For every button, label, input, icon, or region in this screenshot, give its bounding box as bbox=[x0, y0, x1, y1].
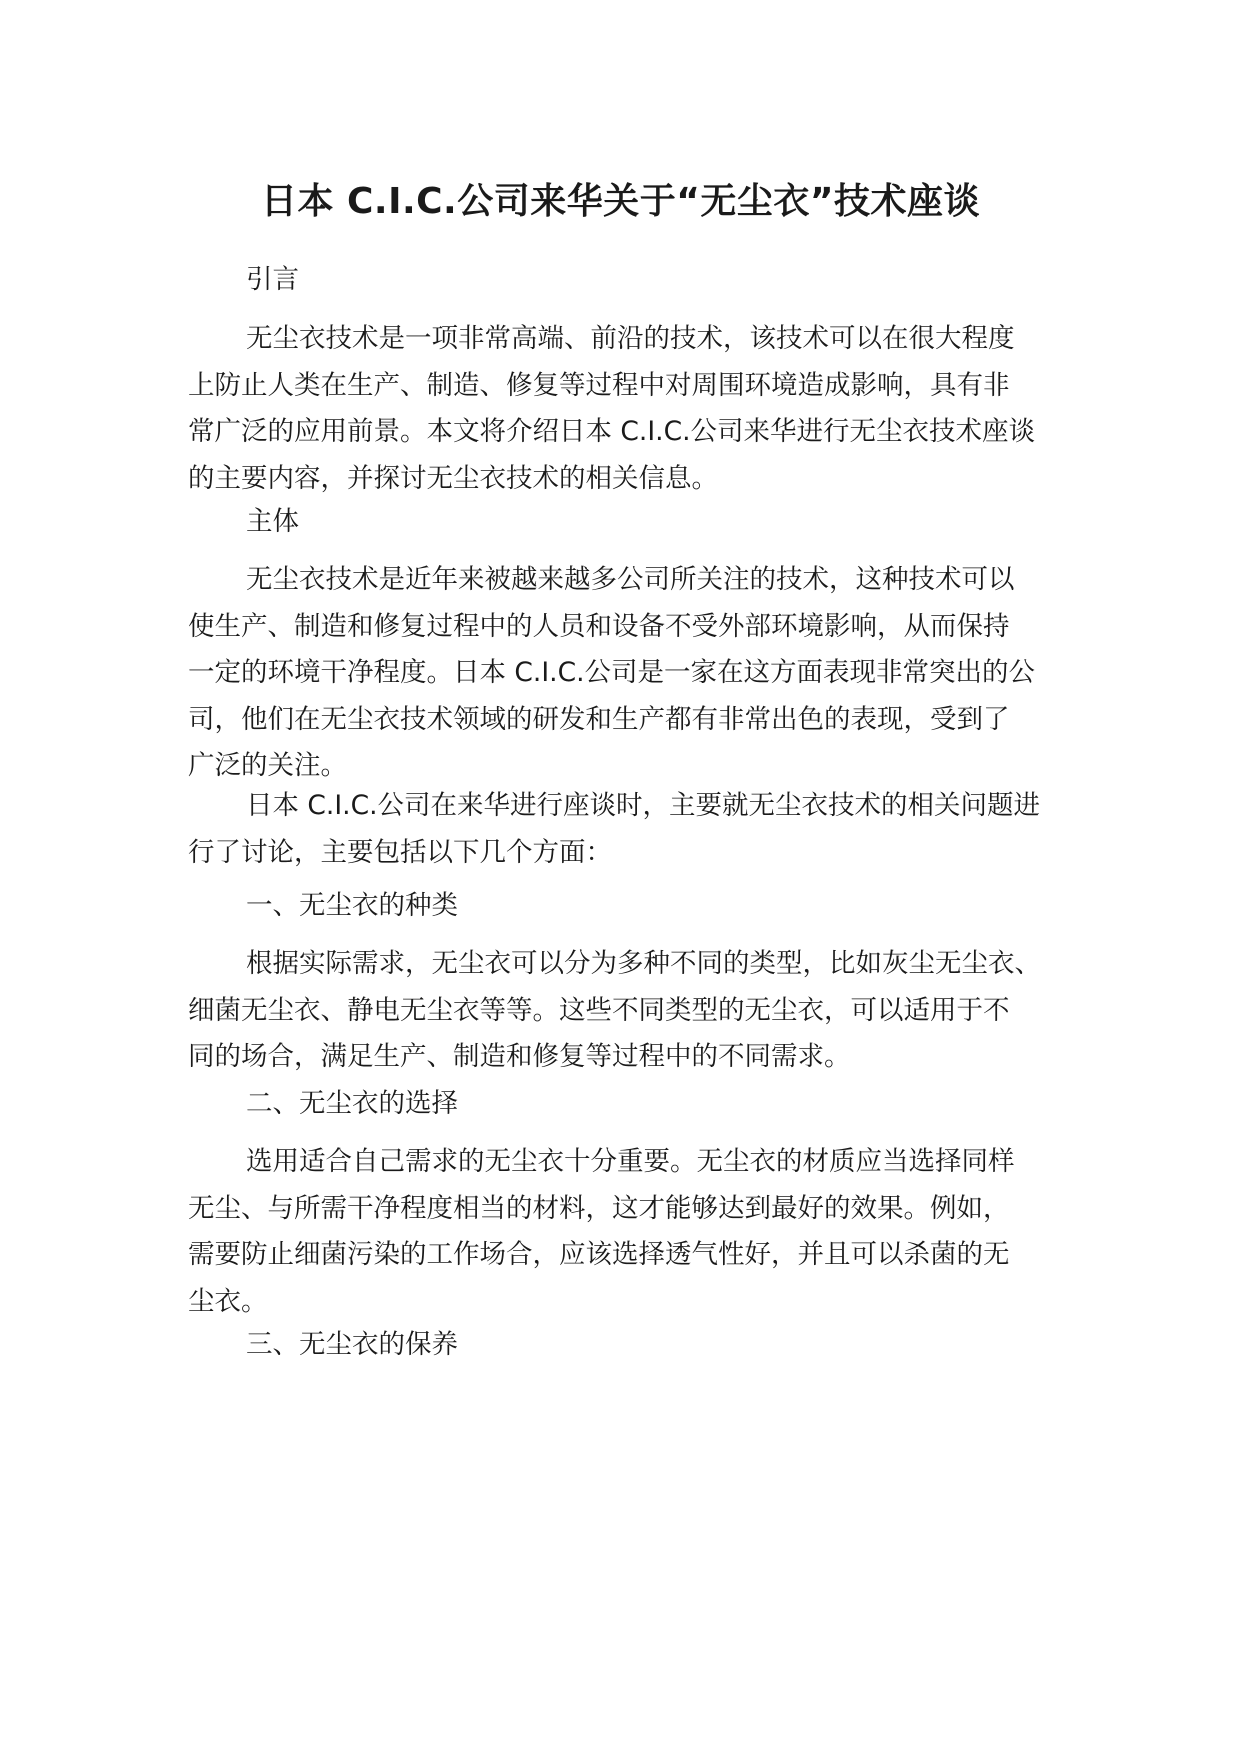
paragraph-line: 选用适合自己需求的无尘衣十分重要。无尘衣的材质应当选择同样 bbox=[246, 1146, 1015, 1177]
paragraph-line: 需要防止细菌污染的工作场合，应该选择透气性好，并且可以杀菌的无 bbox=[188, 1239, 1010, 1270]
section-heading-body: 主体 bbox=[246, 506, 299, 537]
paragraph-line: 一定的环境干净程度。日本 C.I.C.公司是一家在这方面表现非常突出的公 bbox=[188, 657, 1036, 688]
paragraph-line: 无尘衣技术是一项非常高端、前沿的技术，该技术可以在很大程度 bbox=[246, 323, 1015, 354]
paragraph-line: 行了讨论，主要包括以下几个方面： bbox=[188, 836, 612, 868]
section-heading-intro: 引言 bbox=[246, 264, 299, 295]
paragraph-line: 根据实际需求，无尘衣可以分为多种不同的类型，比如灰尘无尘衣、 bbox=[246, 948, 1041, 979]
paragraph-body-2 bbox=[188, 783, 1056, 876]
paragraph-line: 尘衣。 bbox=[188, 1285, 268, 1317]
paragraph-selection bbox=[188, 1139, 1056, 1325]
paragraph-line: 使生产、制造和修复过程中的人员和设备不受外部环境影响，从而保持 bbox=[188, 610, 1010, 642]
paragraph-line: 的主要内容，并探讨无尘衣技术的相关信息。 bbox=[188, 462, 718, 494]
paragraph-line: 常广泛的应用前景。本文将介绍日本 C.I.C.公司来华进行无尘衣技术座谈 bbox=[188, 416, 1036, 447]
paragraph-line: 无尘衣技术是近年来被越来越多公司所关注的技术，这种技术可以 bbox=[246, 564, 1015, 595]
paragraph-line: 广泛的关注。 bbox=[188, 750, 347, 781]
paragraph-line: 司，他们在无尘衣技术领域的研发和生产都有非常出色的表现，受到了 bbox=[188, 703, 1010, 735]
section-heading-maintenance: 三、无尘衣的保养 bbox=[246, 1329, 458, 1360]
paragraph-line: 无尘、与所需干净程度相当的材料，这才能够达到最好的效果。例如， bbox=[188, 1192, 1010, 1224]
document-title: 日本 C.I.C.公司来华关于“无尘衣”技术座谈 bbox=[260, 181, 981, 222]
paragraph-intro bbox=[188, 316, 1056, 502]
section-heading-types: 一、无尘衣的种类 bbox=[246, 890, 458, 921]
paragraph-types bbox=[188, 941, 1056, 1081]
paragraph-line: 上防止人类在生产、制造、修复等过程中对周围环境造成影响，具有非 bbox=[188, 369, 1010, 401]
paragraph-line: 日本 C.I.C.公司在来华进行座谈时，主要就无尘衣技术的相关问题进 bbox=[246, 790, 1041, 821]
paragraph-line: 同的场合，满足生产、制造和修复等过程中的不同需求。 bbox=[188, 1041, 851, 1072]
paragraph-line: 细菌无尘衣、静电无尘衣等等。这些不同类型的无尘衣，可以适用于不 bbox=[188, 994, 1010, 1026]
paragraph-body-1 bbox=[188, 557, 1056, 790]
section-heading-selection: 二、无尘衣的选择 bbox=[246, 1088, 458, 1119]
